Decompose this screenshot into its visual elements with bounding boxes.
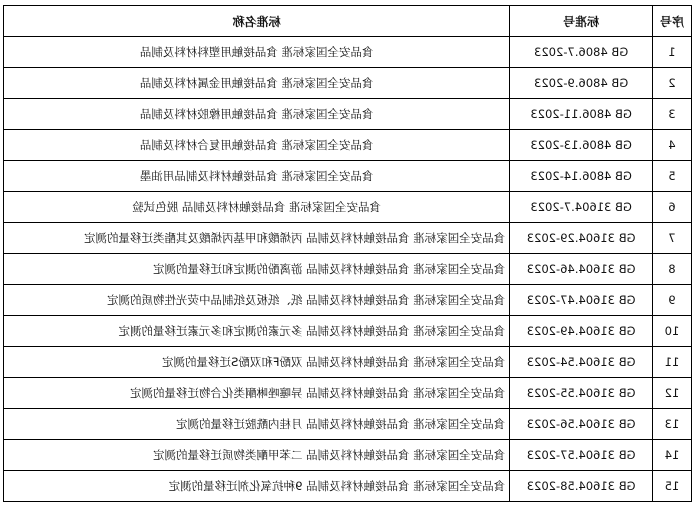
- seq-cell: 8: [652, 254, 691, 285]
- code-cell: GB 31604.7-2023: [510, 192, 653, 223]
- table-header-row: [4, 6, 692, 37]
- code-cell: GB 4806.13-2023: [510, 130, 653, 161]
- name-cell: 食品安全国家标准 食品接触用橡胶材料及制品: [4, 99, 510, 130]
- code-cell: GB 4806.7-2023: [510, 37, 653, 68]
- name-cell: 食品安全国家标准 食品接触用塑料材料及制品: [4, 37, 510, 68]
- seq-cell: 14: [652, 440, 691, 471]
- table-row: [4, 130, 692, 161]
- seq-cell: 11: [652, 347, 691, 378]
- table-row: [4, 68, 692, 99]
- name-cell: 食品安全国家标准 食品接触材料及制品 二苯甲酮类物质迁移量的测定: [4, 440, 510, 471]
- code-cell: GB 31604.56-2023: [510, 409, 653, 440]
- table-row: [4, 254, 692, 285]
- name-cell: 食品安全国家标准 食品接触材料及制品 脱色试验: [4, 192, 510, 223]
- code-cell: GB 31604.55-2023: [510, 378, 653, 409]
- table-row: [4, 223, 692, 254]
- code-cell: GB 4806.9-2023: [510, 68, 653, 99]
- seq-cell: 7: [652, 223, 691, 254]
- seq-cell: 5: [652, 161, 691, 192]
- name-cell: 食品安全国家标准 食品接触材料及制品 9种抗氧化剂迁移量的测定: [4, 471, 510, 502]
- seq-header: 序号: [652, 6, 691, 37]
- seq-cell: 10: [652, 316, 691, 347]
- code-cell: GB 31604.54-2023: [510, 347, 653, 378]
- seq-cell: 15: [652, 471, 691, 502]
- seq-cell: 1: [652, 37, 691, 68]
- seq-cell: 2: [652, 68, 691, 99]
- name-cell: 食品安全国家标准 食品接触材料及制品 多元素的测定和多元素迁移量的测定: [4, 316, 510, 347]
- table-row: [4, 192, 692, 223]
- seq-cell: 4: [652, 130, 691, 161]
- name-cell: 食品安全国家标准 食品接触材料及制品 丙烯酸和甲基丙烯酸及其酯类迁移量的测定: [4, 223, 510, 254]
- name-cell: 食品安全国家标准 食品接触材料及制品 月桂内酰胺迁移量的测定: [4, 409, 510, 440]
- table-row: [4, 99, 692, 130]
- seq-cell: 9: [652, 285, 691, 316]
- name-cell: 食品安全国家标准 食品接触材料及制品 纸、纸板及纸制品中荧光性物质的测定: [4, 285, 510, 316]
- name-cell: 食品安全国家标准 食品接触用金属材料及制品: [4, 68, 510, 99]
- name-cell: 食品安全国家标准 食品接触材料及制品 双酚F和双酚S迁移量的测定: [4, 347, 510, 378]
- code-header: 标准号: [510, 6, 653, 37]
- table-row: [4, 316, 692, 347]
- seq-cell: 6: [652, 192, 691, 223]
- table-row: [4, 37, 692, 68]
- name-cell: 食品安全国家标准 食品接触材料及制品 游离酚的测定和迁移量的测定: [4, 254, 510, 285]
- table-row: [4, 285, 692, 316]
- table-row: [4, 378, 692, 409]
- table-row: [4, 347, 692, 378]
- table-row: [4, 161, 692, 192]
- seq-cell: 3: [652, 99, 691, 130]
- standards-table: [3, 5, 692, 502]
- seq-cell: 12: [652, 378, 691, 409]
- code-cell: GB 4806.14-2023: [510, 161, 653, 192]
- code-cell: GB 31604.46-2023: [510, 254, 653, 285]
- code-cell: GB 31604.29-2023: [510, 223, 653, 254]
- code-cell: GB 31604.49-2023: [510, 316, 653, 347]
- code-cell: GB 4806.11-2023: [510, 99, 653, 130]
- code-cell: GB 31604.47-2023: [510, 285, 653, 316]
- name-header: 标准名称: [4, 6, 510, 37]
- table-row: [4, 471, 692, 502]
- code-cell: GB 31604.57-2023: [510, 440, 653, 471]
- name-cell: 食品安全国家标准 食品接触材料及制品 异噻唑啉酮类化合物迁移量的测定: [4, 378, 510, 409]
- name-cell: 食品安全国家标准 食品接触材料及制品用油墨: [4, 161, 510, 192]
- seq-cell: 13: [652, 409, 691, 440]
- table-row: [4, 409, 692, 440]
- name-cell: 食品安全国家标准 食品接触用复合材料及制品: [4, 130, 510, 161]
- table-row: [4, 440, 692, 471]
- code-cell: GB 31604.58-2023: [510, 471, 653, 502]
